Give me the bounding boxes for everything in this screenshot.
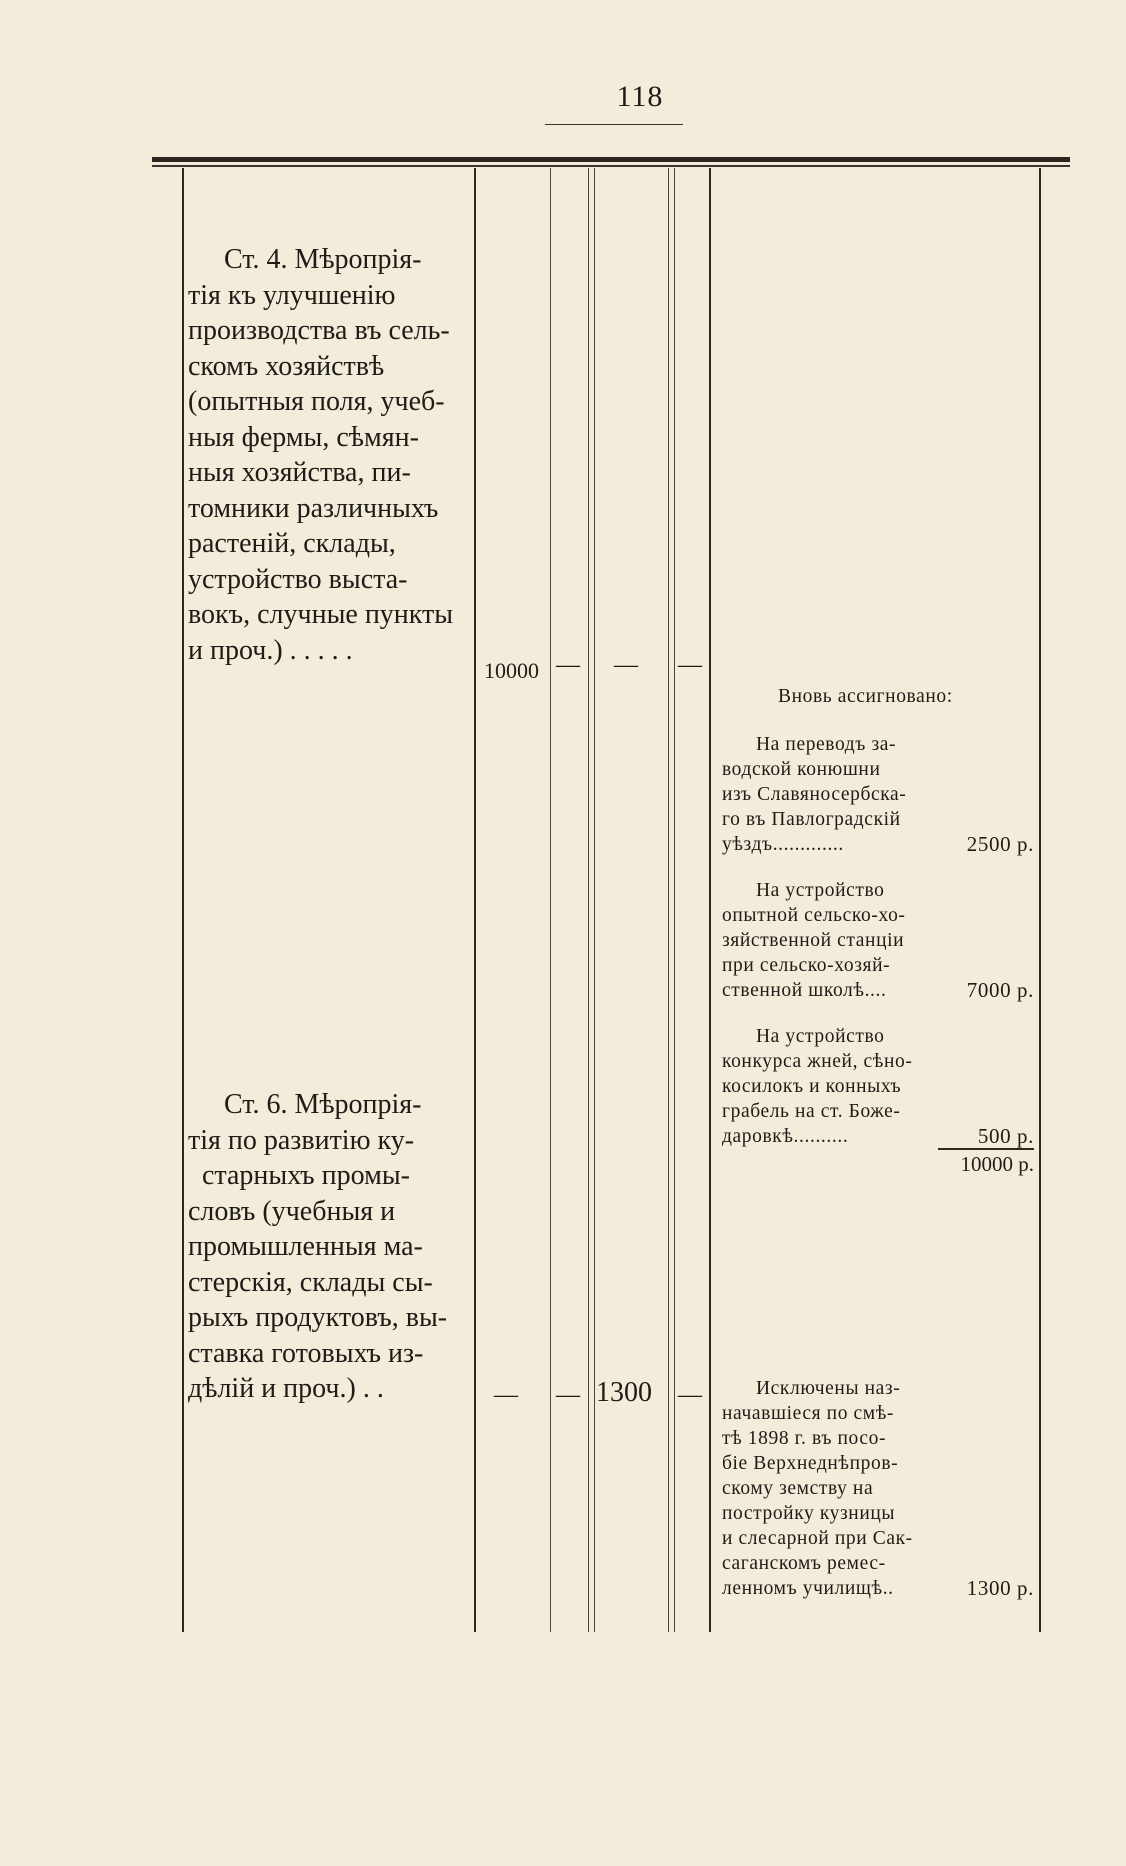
text-line: ставка готовыхъ из- (188, 1337, 424, 1369)
text-line: ныя фермы, сѣмян- (188, 421, 419, 453)
text-line: растенiй, склады, (188, 528, 396, 559)
table-top-rule-thin (152, 165, 1070, 167)
text-line: тiя по развитiю ку- (188, 1124, 415, 1156)
note-line: при сельско-хозяй- (722, 955, 891, 976)
column-line (474, 168, 476, 1632)
column-line (550, 168, 551, 1632)
article-6-value-3: 1300 (596, 1377, 652, 1408)
note-line: Исключены наз- (756, 1378, 901, 1399)
text-line: Ст. 6. Мѣропрiя- (224, 1089, 422, 1120)
text-line: скомъ хозяйствѣ (188, 350, 385, 382)
note-amount: 1300 р. (966, 1576, 1034, 1600)
note-line: скому земству на (722, 1478, 874, 1499)
text-line: словъ (учебныя и (188, 1195, 396, 1227)
article-6-value-1: — (494, 1382, 518, 1408)
note-line: водской конюшни (722, 759, 881, 780)
note-line: бiе Верхнеднѣпров- (722, 1453, 899, 1474)
text-line: вокъ, случные пункты (188, 599, 454, 630)
column-line (588, 168, 589, 1632)
column-line (182, 168, 184, 1632)
article-4-value-3: — (614, 652, 638, 678)
note-amount: 7000 р. (966, 978, 1034, 1002)
note-line: и слесарной при Сак- (722, 1528, 913, 1549)
article-6-value-2: — (556, 1382, 580, 1408)
text-line: (опытныя поля, учеб- (188, 386, 445, 417)
note-line: уѣздъ............. (722, 834, 844, 855)
text-line: стерскiя, склады сы- (188, 1266, 433, 1298)
note-item-2 (722, 878, 1034, 1003)
column-line (668, 168, 669, 1632)
text-line: томники различныхъ (188, 492, 439, 524)
table-top-rule (152, 157, 1070, 162)
note-excluded (722, 1376, 1034, 1601)
page-number: 118 (616, 80, 664, 113)
column-line (1039, 168, 1041, 1632)
note-line: саганскомъ ремес- (722, 1553, 886, 1574)
note-line: На устройство (756, 1026, 885, 1047)
note-line: ленномъ училищѣ.. (722, 1578, 894, 1599)
note-line: конкурса жней, сѣно- (722, 1051, 913, 1072)
note-amount: 2500 р. (966, 832, 1034, 856)
text-line: и проч.) . . . . . (188, 634, 353, 666)
article-4-value-1: 10000 (484, 658, 539, 683)
note-line: тѣ 1898 г. въ посо- (722, 1428, 887, 1449)
column-line (674, 168, 675, 1632)
column-line (709, 168, 711, 1632)
article-6-text (188, 1087, 468, 1407)
article-4-value-4: — (678, 652, 702, 678)
note-line: На переводъ за- (756, 734, 897, 755)
note-line: опытной сельско-хо- (722, 905, 906, 926)
notes-total: 10000 р. (960, 1152, 1034, 1176)
note-line: На устройство (756, 880, 885, 901)
text-line: тiя къ улучшенiю (188, 279, 396, 311)
note-line: грабель на ст. Боже- (722, 1101, 901, 1122)
text-line: старныхъ промы- (202, 1160, 410, 1191)
note-line: начавшiеся по смѣ- (722, 1403, 894, 1424)
note-amount: 500 р. (977, 1124, 1034, 1148)
text-line: Ст. 4. Мѣропрiя- (224, 244, 422, 275)
note-item-3 (722, 1024, 1034, 1149)
notes-heading: Вновь ассигновано: (778, 686, 953, 707)
note-line: ственной школѣ.... (722, 980, 887, 1001)
article-4-text (188, 242, 468, 668)
article-4-value-2: — (556, 652, 580, 678)
note-line: даровкѣ.......... (722, 1126, 849, 1147)
note-item-1 (722, 732, 1034, 857)
text-line: устройство выста- (188, 563, 408, 595)
column-line (594, 168, 595, 1632)
text-line: ныя хозяйства, пи- (188, 457, 411, 488)
page-number-rule (545, 124, 683, 125)
note-line: зяйственной станцiи (722, 930, 905, 951)
text-line: производства въ сель- (188, 315, 450, 346)
text-line: рыхъ продуктовъ, вы- (188, 1302, 448, 1333)
note-line: постройку кузницы (722, 1503, 896, 1524)
note-line: го въ Павлоградскiй (722, 809, 901, 830)
text-line: промышленныя ма- (188, 1231, 423, 1262)
total-rule (938, 1148, 1034, 1150)
note-line: косилокъ и конныхъ (722, 1076, 902, 1097)
article-6-value-4: — (678, 1382, 702, 1408)
note-line: изъ Славяносербска- (722, 784, 907, 805)
text-line: дѣлiй и проч.) . . (188, 1373, 384, 1404)
